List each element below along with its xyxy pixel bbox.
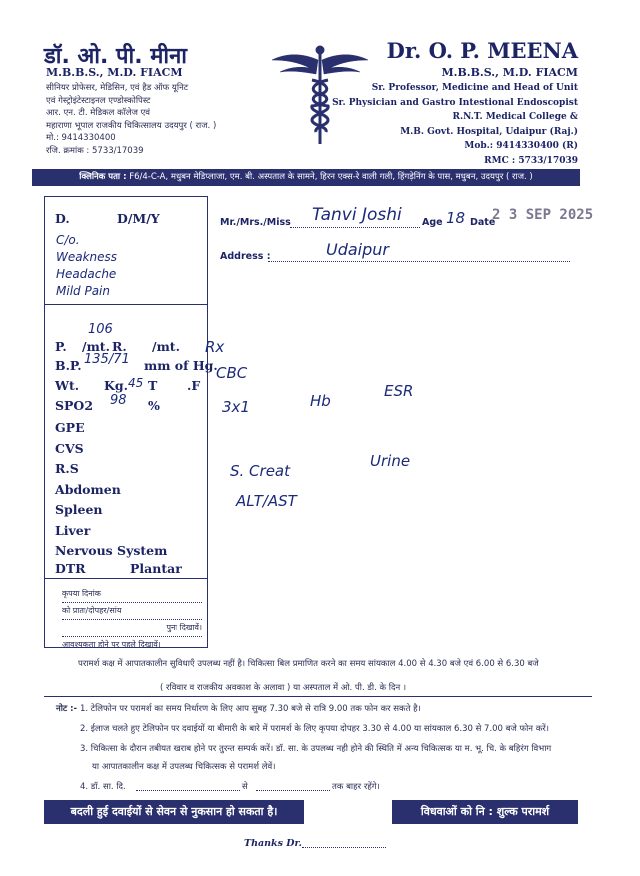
d-label: D. (55, 211, 70, 226)
note-4a: 4. डॉ. सा. दि. (80, 782, 126, 792)
fahrenheit-label: .F (187, 378, 201, 393)
rx-line: ESR (384, 382, 414, 400)
clinic-label: क्लिनिक पता : (79, 172, 127, 182)
consult-notice-2: ( रविवार व राजकीय अवकाश के अलावा ) या अस्पताल में ओ. पी. डी. के दिन । (160, 683, 407, 693)
hindi-line: एवं गेस्ट्रोइंटेस्टाइनल एण्डोस्कोपिस्ट (46, 95, 151, 106)
address-label: Address : (220, 251, 271, 262)
english-line: Mob.: 9414330400 (R) (464, 141, 578, 151)
address-line (268, 261, 570, 262)
note-4c: तक बाहर रहेंगे। (332, 782, 380, 792)
complaints-handwriting (56, 232, 117, 300)
spo2-label: SPO2 (55, 398, 94, 413)
hindi-line: आर. एन. टी. मेडिकल कॉलेज एवं (46, 108, 151, 118)
english-line: M.B. Govt. Hospital, Udaipur (Raj.) (400, 126, 578, 137)
followup-block (62, 586, 202, 653)
rx-line: S. Creat (230, 462, 290, 480)
english-line: R.N.T. Medical College & (452, 112, 578, 122)
resp-label: R. (112, 339, 127, 354)
bp-label: B.P. (55, 358, 82, 373)
dtr-label: DTR (55, 561, 86, 576)
exam-list (55, 418, 167, 562)
exam-cvs: CVS (55, 440, 84, 456)
rx-line: Hb (310, 392, 331, 410)
english-line: RMC : 5733/17039 (484, 155, 578, 166)
note-3: 3. चिकित्सा के दौरान तबीयत खराब होने पर तुरन्त सम्पर्क करें। डॉ. सा. के उपलब्ध नही होने की स्थिति में अन्य चिकित्सक या म. भू. चि. के बहिरंग विभाग (80, 744, 552, 754)
hindi-line: रजि. क्रमांक : 5733/17039 (46, 145, 144, 156)
thanks-label: Thanks Dr. (244, 838, 302, 849)
rx-line: 3x1 (222, 398, 250, 416)
kg-label: Kg. (104, 378, 128, 393)
exam-gpe: GPE (55, 420, 85, 435)
rx-line: Rx (205, 338, 225, 356)
english-designation-block (332, 81, 578, 168)
pulse-value: 106 (88, 322, 113, 337)
age-value: 18 (446, 209, 466, 227)
doctor-degree-hindi-side: M.B.B.S., M.D. FIACM (46, 66, 183, 79)
english-line: Sr. Professor, Medicine and Head of Unit (371, 83, 578, 93)
pulse-unit: /mt. (82, 339, 110, 354)
exam-liver: Liver (55, 522, 91, 538)
note-4-line-2 (256, 790, 330, 791)
consult-notice: परामर्श कक्ष में आपातकालीन सुविधाएँ उपलब्ध नहीं है। चिकित्सा बिल प्रमाणित करने का समय सांयकाल 4.00 से 4.30 बजे एवं 6.00 से 6.30 बजे (78, 659, 539, 669)
rx-line: ALT/AST (236, 492, 297, 510)
english-line: Sr. Physician and Gastro Intestional Endoscopist (332, 97, 578, 108)
bp-value: 135/71 (84, 352, 130, 367)
doctor-degree-english: M.B.B.S., M.D. FIACM (441, 66, 578, 79)
address-value: Udaipur (326, 240, 389, 259)
spo2-unit: % (148, 398, 160, 413)
complaint-line: Weakness (56, 250, 118, 264)
exam-abdomen: Abdomen (55, 481, 121, 497)
notice-divider (44, 696, 592, 697)
complaint-line: C/o. (56, 233, 80, 247)
note-2: 2. ईलाज चलते हुए टेलिफोन पर दवाईयों या बीमारी के बारे में परामर्श के लिए कृपया दोपहर 3.30 से 4.00 या सांयकाल 6.30 से 7.00 बजे फोन करें। (80, 724, 549, 734)
exam-nervous-system: Nervous System (55, 543, 168, 558)
note-4b: से (242, 782, 248, 792)
clinic-address-bar (32, 169, 580, 186)
hindi-line: मो.: 9414330400 (46, 133, 116, 143)
exam-spleen: Spleen (55, 502, 103, 517)
note-1: 1. टेलिफोन पर परामर्श का समय निर्धारण के लिए आप सुबह 7.30 बजे से रात्रि 9.00 तक फोन कर सकते है। (80, 704, 421, 714)
rx-line: CBC (216, 364, 248, 382)
plantar-label: Plantar (130, 561, 182, 576)
age-label: Age (422, 217, 443, 228)
hindi-designation-block (46, 82, 216, 157)
note-4-line-1 (136, 790, 240, 791)
patient-name-label: Mr./Mrs./Miss (220, 217, 291, 228)
doctor-name-english: Dr. O. P. MEENA (386, 38, 578, 63)
complaint-line: Headache (56, 267, 117, 281)
date-stamp: 2 3 SEP 2025 (492, 207, 594, 223)
clinic-address: F6/4-C-A, मधुबन मेडिप्लाजा, एम. बी. अस्पताल के सामने, हिरन एक्स-रे वाली गली, हिंगड़ेनिंग के पास, मधुबन, उदयपुर ( राज. ) (129, 172, 533, 182)
date-label: Date (470, 217, 496, 228)
pulse-label: P. (55, 339, 67, 354)
followup-divider (44, 578, 208, 579)
thanks-line (302, 847, 386, 848)
followup-line: को प्रातः/दोपहर/सांय (62, 603, 202, 620)
complaint-line: Mild Pain (56, 284, 110, 298)
spo2-value: 98 (110, 393, 127, 408)
hindi-line: सीनियर प्रोफेसर, मेडिसिन, एवं हैड ऑफ यूनिट (46, 83, 189, 93)
note-label: नोट :- (56, 704, 78, 714)
dmy-label: D/M/Y (117, 211, 160, 226)
weight-value: 45 (128, 376, 144, 390)
exam-rs: R.S (55, 461, 79, 476)
followup-line: आवश्यकता होने पर पहले दिखावें। (62, 640, 161, 649)
hindi-line: महाराणा भूपाल राजकीय चिकित्सालय उदयपुर ( राज. ) (46, 120, 217, 131)
weight-label: Wt. (55, 378, 80, 393)
followup-line: कृपया दिनांक (62, 586, 202, 603)
patient-name-line (290, 227, 420, 228)
doctor-name-hindi: डॉ. ओ. पी. मीना (44, 44, 187, 69)
resp-unit: /mt. (152, 339, 180, 354)
rx-line: Urine (370, 452, 411, 470)
bp-unit: mm of Hg. (144, 358, 218, 373)
note-3b: या आपातकालीन कक्ष में उपलब्ध चिकित्सक से परामर्श लेवें। (92, 762, 276, 772)
footer-widow-free: विधवाओं को नि : शुल्क परामर्श (392, 800, 578, 824)
followup-line: पुनः दिखावें। (62, 620, 202, 637)
footer-warning: बदली हुई दवाईयों से सेवन से नुकसान हो सकता है। (44, 800, 304, 824)
patient-name-value: Tanvi Joshi (312, 205, 402, 225)
vitals-divider (44, 304, 208, 305)
temp-label: T (148, 378, 158, 393)
